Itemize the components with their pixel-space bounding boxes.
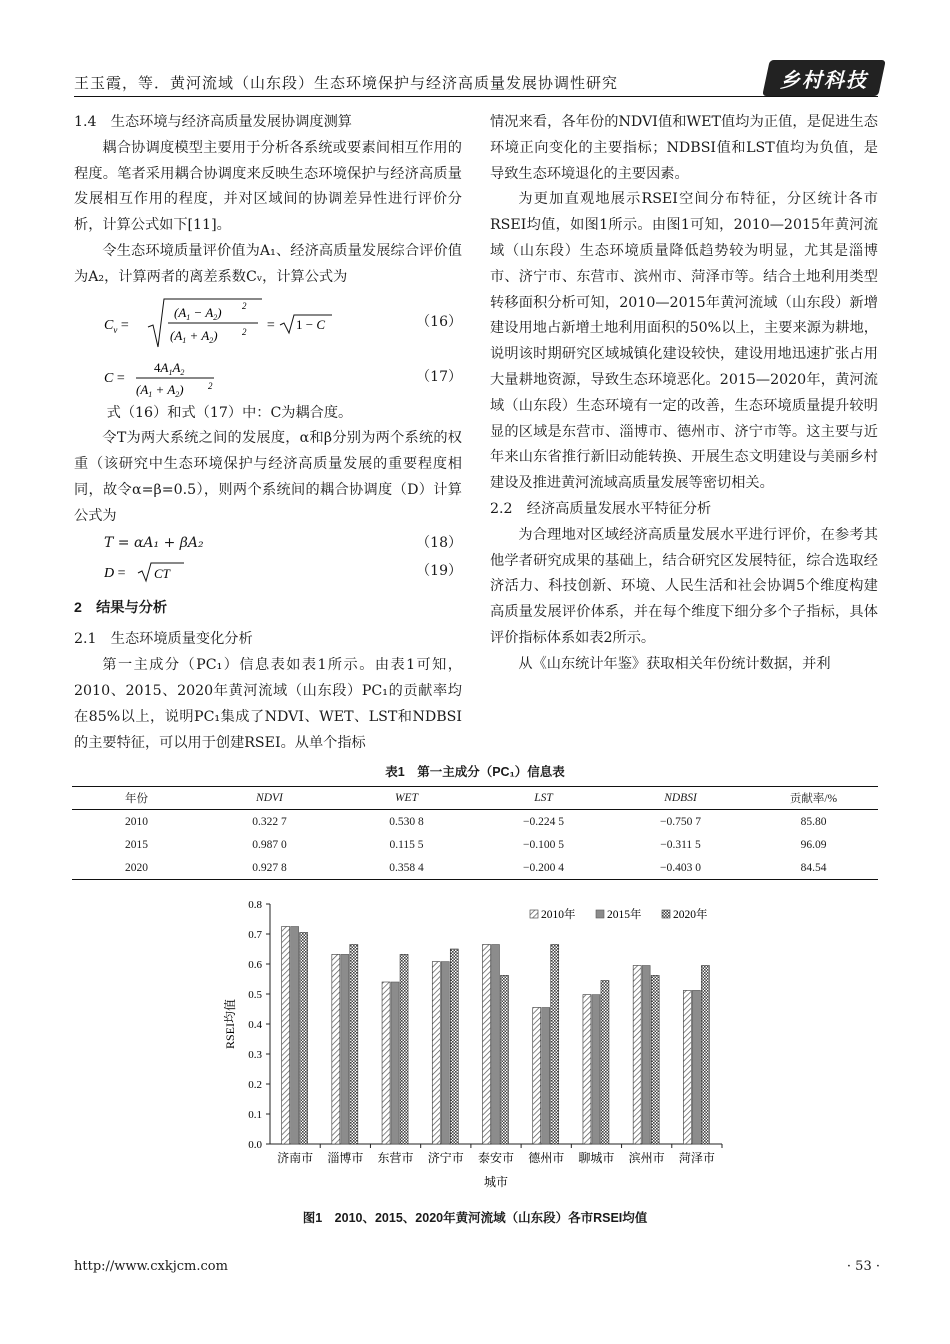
equation-number: （19） xyxy=(416,562,462,579)
bar xyxy=(533,1008,541,1145)
equation-19 xyxy=(74,558,462,586)
journal-logo xyxy=(762,60,886,96)
y-tick-label: 0.2 xyxy=(248,1079,262,1091)
x-tick-label: 东营市 xyxy=(377,1151,414,1165)
table-cell: 0.987 0 xyxy=(252,838,287,851)
bar xyxy=(542,1008,550,1145)
x-tick-label: 济南市 xyxy=(277,1151,314,1165)
equation-17-formula xyxy=(104,356,264,400)
x-tick-label: 聊城市 xyxy=(578,1151,615,1165)
column-header: LST xyxy=(475,787,612,810)
bar xyxy=(592,995,600,1144)
x-tick-label: 滨州市 xyxy=(628,1151,665,1165)
table-cell: 0.358 4 xyxy=(338,856,475,880)
table-cell: 0.322 7 xyxy=(252,815,287,828)
table-cell: 96.09 xyxy=(800,838,827,851)
table-cell: 0.927 8 xyxy=(201,856,338,880)
column-header: 年份 xyxy=(72,787,201,810)
paragraph: 为更加直观地展示RSEI空间分布特征，分区统计各市RSEI均值，如图1所示。由图1可知，2010—2015年黄河流域（山东段）生态环境质量降低趋势较为明显，尤其是淄博市、济宁市、东营市、滨州市、菏泽市等。结合土地利用类型转移面积分析可知，2010—2015年黄河流域（山东段）新增建设用地占新增土地利用面积的50%以上，主要来源为耕地，说明该时期研究区域城镇化建设较快，建设用地迅速扩张占用大量耕地资源，导致生态环境恶化。2015—2020年，黄河流域（山东段）生态环境有一定的改善，生态环境质量提升较明显的区域是东营市、淄博市、德州市、济宁市等。这主要与近年来山东省推行新旧动能转换、开展生态文明建设与美丽乡村建设及推进黄河流域高质量发展等密切相关。 xyxy=(490,191,878,492)
header-rule xyxy=(74,96,878,97)
equation-number: （16） xyxy=(416,313,462,330)
svg-text:C =: C = xyxy=(104,370,125,386)
svg-text:(A1 − A2): $(A_1 - A_2)$ xyxy=(174,304,222,322)
legend-label: 2020年 xyxy=(673,909,708,921)
footer-url: http://www.cxkjcm.com xyxy=(74,1259,228,1274)
left-column xyxy=(74,110,462,756)
svg-text:(A1 + A2): $(A_1 + A_2)$ xyxy=(136,381,184,399)
table-cell: 2020 xyxy=(72,856,201,880)
table-1 xyxy=(72,786,878,880)
svg-text:(A1 + A2): $(A_1 + A_2)$ xyxy=(170,327,218,345)
paragraph: 令T为两大系统之间的发展度，α和β分别为两个系统的权重（该研究中生态环境保护与经济高质量发展的重要程度相同，故令α=β=0.5），则两个系统间的耦合协调度（D）计算公式为 xyxy=(74,430,462,524)
bar xyxy=(441,962,449,1144)
svg-text:D =: D = xyxy=(104,565,126,581)
equation-number: （18） xyxy=(416,534,462,551)
bar xyxy=(300,933,308,1145)
bar xyxy=(483,945,491,1145)
section-2-2-heading: 2.2 经济高质量发展水平特征分析 xyxy=(490,500,712,517)
right-column xyxy=(490,110,878,678)
y-tick-label: 0.6 xyxy=(248,959,262,971)
bar xyxy=(642,966,650,1145)
running-header xyxy=(74,60,878,100)
equation-19-formula xyxy=(104,559,194,585)
table-cell: 2010 xyxy=(124,815,148,828)
table-1-caption: 表1 第一主成分（PC₁）信息表 xyxy=(385,765,565,779)
paragraph: 第一主成分（PC₁）信息表如表1所示。由表1可知，2010、2015、2020年黄河流域（山东段）PC₁的贡献率均在85%以上，说明PC₁集成了NDVI、WET、LST和NDBSI的主要特征，可以用于创建RSEI。从单个指标 xyxy=(74,657,462,751)
table-header-row xyxy=(72,787,878,810)
table-cell: −0.403 0 xyxy=(612,856,749,880)
table-cell: 2015 xyxy=(124,838,148,851)
page-number: · 53 · xyxy=(846,1259,880,1274)
bar xyxy=(282,927,290,1145)
table-cell: 0.530 8 xyxy=(389,815,424,828)
x-tick-label: 泰安市 xyxy=(477,1151,515,1165)
y-tick-label: 0.1 xyxy=(248,1109,262,1121)
legend-swatch xyxy=(662,910,670,918)
svg-text:Cv =: $C_v$ = xyxy=(104,317,129,335)
equation-note: 式（16）和式（17）中：C为耦合度。 xyxy=(106,404,353,421)
svg-text:1 − C: 1 − C xyxy=(296,316,326,332)
table-cell: 85.80 xyxy=(800,815,827,828)
bar xyxy=(492,945,500,1145)
legend-swatch xyxy=(530,910,538,918)
bar xyxy=(350,945,358,1145)
column-header: WET xyxy=(338,787,475,810)
table-cell: −0.311 5 xyxy=(660,838,701,851)
bar xyxy=(341,954,349,1144)
bar xyxy=(633,966,641,1145)
svg-text:CT: CT xyxy=(154,565,170,581)
x-tick-label: 淄博市 xyxy=(327,1151,364,1165)
y-tick-label: 0.4 xyxy=(248,1019,262,1031)
table-cell: 84.54 xyxy=(749,856,878,880)
equation-17 xyxy=(74,355,462,401)
equation-18 xyxy=(74,530,462,558)
bar xyxy=(400,954,408,1144)
figure-1-caption: 图1 2010、2015、2020年黄河流域（山东段）各市RSEI均值 xyxy=(302,1211,648,1225)
paragraph: 令生态环境质量评价值为A₁、经济高质量发展综合评价值为A₂，计算两者的离差系数Cᵥ，计算公式为 xyxy=(74,242,462,285)
y-tick-label: 0.5 xyxy=(248,989,262,1001)
equation-number: （17） xyxy=(416,368,462,385)
x-tick-label: 济宁市 xyxy=(427,1151,464,1165)
svg-text:2: 2 xyxy=(242,326,247,337)
x-tick-label: 德州市 xyxy=(528,1151,565,1165)
bar xyxy=(651,975,659,1144)
table-row xyxy=(72,833,878,856)
figure-1-bar-chart xyxy=(200,888,750,1198)
y-tick-label: 0.8 xyxy=(248,899,262,911)
equation-16-formula xyxy=(104,293,334,353)
svg-text:2: 2 xyxy=(208,380,213,391)
table-cell: −0.200 4 xyxy=(475,856,612,880)
y-tick-label: 0.0 xyxy=(248,1139,262,1151)
column-header: 贡献率/% xyxy=(749,787,878,810)
x-axis-label: 城市 xyxy=(483,1175,509,1189)
bar xyxy=(501,975,509,1144)
legend-swatch xyxy=(596,910,604,918)
bar xyxy=(450,949,458,1144)
table-row xyxy=(72,810,878,834)
table-cell: −0.224 5 xyxy=(522,815,564,828)
legend-label: 2010年 xyxy=(541,909,576,921)
column-header: NDBSI xyxy=(612,787,749,810)
column-header: NDVI xyxy=(201,787,338,810)
table-cell: −0.100 5 xyxy=(522,838,564,851)
bar xyxy=(332,954,340,1144)
table-cell: −0.750 7 xyxy=(660,815,701,828)
svg-text:2: 2 xyxy=(242,300,247,311)
running-title: 王玉霞，等．黄河流域（山东段）生态环境保护与经济高质量发展协调性研究 xyxy=(74,74,619,92)
paragraph: 情况来看，各年份的NDVI值和WET值均为正值，是促进生态环境正向变化的主要指标；NDBSI值和LST值均为负值，是导致生态环境退化的主要因素。 xyxy=(490,114,878,182)
x-tick-label: 菏泽市 xyxy=(678,1151,715,1165)
svg-text:4A1A2: $4A_1A_2$ xyxy=(154,359,185,377)
bar xyxy=(382,982,390,1144)
bar xyxy=(291,927,299,1145)
section-1-4-heading: 1.4 生态环境与经济高质量发展协调度测算 xyxy=(74,114,352,130)
y-axis-label: RSEI均值 xyxy=(223,998,237,1050)
svg-text:=: = xyxy=(266,317,276,333)
bar xyxy=(432,962,440,1144)
table-cell: 0.115 5 xyxy=(389,838,424,851)
bar xyxy=(692,990,700,1144)
bar xyxy=(701,966,709,1145)
legend-label: 2015年 xyxy=(607,909,642,921)
section-2-1-heading: 2.1 生态环境质量变化分析 xyxy=(74,631,253,648)
bar xyxy=(683,990,691,1144)
bar xyxy=(583,995,591,1144)
journal-logo-text: 乡村科技 xyxy=(780,67,868,92)
y-tick-label: 0.3 xyxy=(248,1049,262,1061)
bar xyxy=(601,981,609,1145)
section-2-heading: 2 结果与分析 xyxy=(74,599,168,616)
bar xyxy=(551,945,559,1145)
equation-16 xyxy=(74,291,462,355)
y-tick-label: 0.7 xyxy=(248,929,262,941)
paragraph: 耦合协调度模型主要用于分析各系统或要素间相互作用的程度。笔者采用耦合协调度来反映生态环境保护与经济高质量发展相互作用的程度，并对区域间的协调差异性进行评价分析，计算公式如下[11]。 xyxy=(74,139,462,234)
paragraph: 从《山东统计年鉴》获取相关年份统计数据，并利 xyxy=(518,655,831,672)
bar xyxy=(391,982,399,1144)
equation-18-formula: T = αA₁ + βA₂ xyxy=(104,534,204,551)
paragraph: 为合理地对区域经济高质量发展水平进行评价，在参考其他学者研究成果的基础上，结合研究区发展特征，综合选取经济活力、科技创新、环境、人民生活和社会协调5个维度构建高质量发展评价体系，并在每个维度下细分多个子指标，具体评价指标体系如表2所示。 xyxy=(490,526,878,646)
table-row xyxy=(72,856,878,880)
